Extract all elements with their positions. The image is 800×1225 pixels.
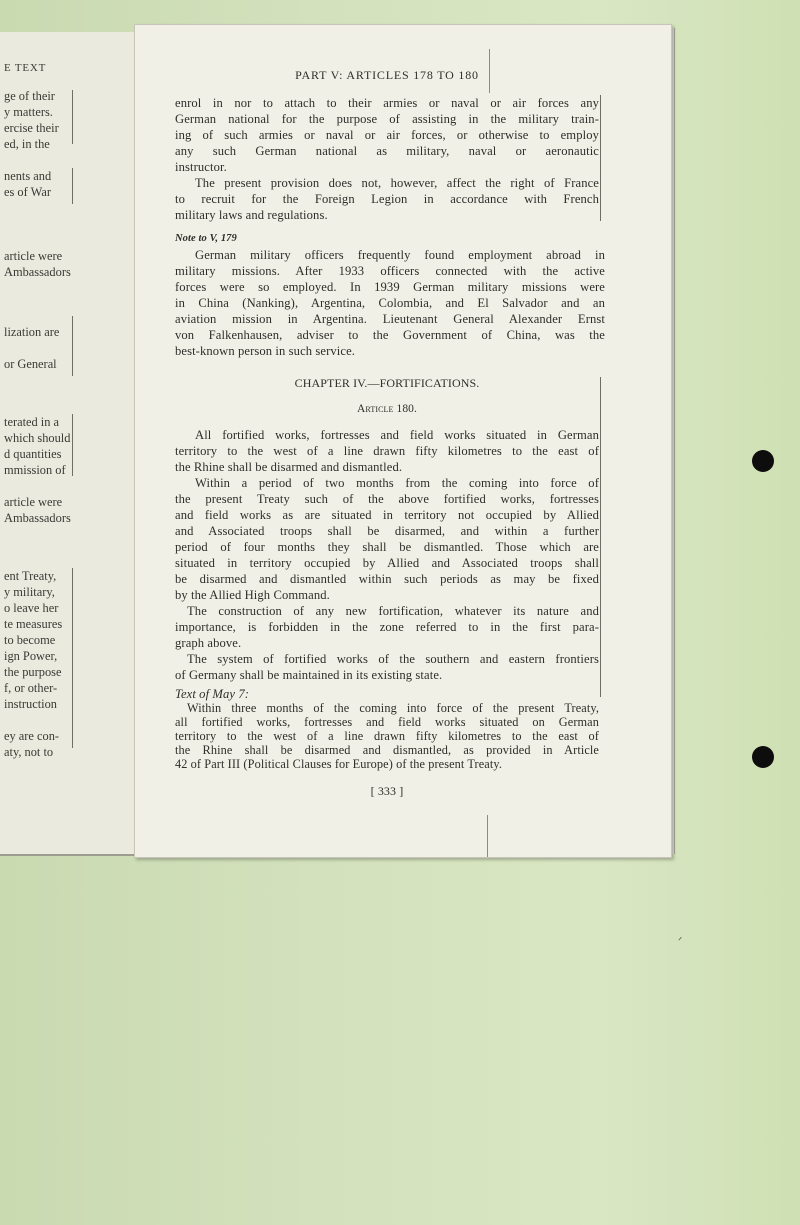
margin-rule	[72, 90, 73, 144]
under-line: ent Treaty,	[4, 569, 57, 583]
article-line: Within a period of two months from the coming into force of	[195, 476, 599, 490]
under-line: article were	[4, 495, 63, 509]
under-line: mmission of	[4, 463, 66, 477]
under-line: to become	[4, 633, 56, 647]
under-line: nents and	[4, 169, 52, 183]
article-line: The system of fortified works of the southern and eastern frontiers	[187, 652, 599, 666]
article-line: graph above.	[175, 636, 242, 650]
article-heading: Article 180.	[356, 403, 418, 415]
under-line: instruction	[4, 697, 57, 711]
article-line: and field works as are situated in territory not occupied by Allied	[175, 508, 599, 522]
text-line: any such German national as military, naval or aeronautic	[175, 144, 599, 158]
article-line: be disarmed and dismantled within such periods as may be fixed	[175, 572, 599, 586]
under-line: terated in a	[4, 415, 60, 429]
margin-rule	[600, 95, 601, 221]
margin-rule	[600, 377, 601, 697]
note-heading: Note to V, 179	[175, 233, 237, 244]
article-line: the present Treaty such of the above fortified works, fortresses	[175, 492, 599, 506]
text-line: instructor.	[175, 160, 227, 174]
under-line: te measures	[4, 617, 63, 631]
note-line: best-known person in such service.	[175, 344, 356, 358]
binder-hole-dot	[752, 450, 774, 472]
article-line: period of four months they shall be dismantled. Those which are	[175, 540, 599, 554]
under-running-head: E TEXT	[4, 62, 47, 74]
under-line: Ambassadors	[4, 511, 71, 525]
article-line: All fortified works, fortresses and field works situated in German	[195, 428, 599, 442]
under-line: f, or other-	[4, 681, 58, 695]
under-line: ercise their	[4, 121, 59, 135]
note-line: in China (Nanking), Argentina, Colombia, and El Salvador and an	[175, 296, 605, 310]
under-line: es of War	[4, 185, 51, 199]
article-line: importance, is forbidden in the zone referred to in the first para-	[175, 620, 599, 634]
note-line: aviation mission in Argentina. Lieutenant General Alexander Ernst	[175, 312, 605, 326]
crease-line	[489, 49, 490, 93]
under-line: which should	[4, 431, 71, 445]
note-line: military missions. After 1933 officers connected with the active	[175, 264, 605, 278]
running-head: PART V: ARTICLES 178 TO 180	[295, 68, 479, 82]
may7-line: the Rhine shall be disarmed and dismantled, as provided in Article	[175, 743, 599, 757]
article-line: and Associated troops shall be disarmed, and within a further	[175, 524, 599, 538]
page-number: [ 333 ]	[370, 784, 404, 798]
margin-rule	[72, 568, 73, 748]
binder-hole-dot	[752, 746, 774, 768]
text-line: military laws and regulations.	[175, 208, 328, 222]
may7-line: 42 of Part III (Political Clauses for Europe) of the present Treaty.	[175, 757, 503, 771]
under-line: lization are	[4, 325, 60, 339]
note-line: forces were so employed. In 1939 German military missions were	[175, 280, 605, 294]
under-line: the purpose	[4, 665, 62, 679]
under-line: d quantities	[4, 447, 62, 461]
may7-line: Within three months of the coming into force of the present Treaty,	[187, 701, 599, 715]
article-line: of Germany shall be maintained in its existing state.	[175, 668, 443, 682]
may7-line: all fortified works, fortresses and field works situated on German	[175, 715, 599, 729]
document-page	[134, 24, 672, 858]
may7-line: territory to the west of a line drawn fifty kilometres to the east of	[175, 729, 599, 743]
article-line: situated in territory occupied by Allied and Associated troops shall	[175, 556, 599, 570]
under-line: ge of their	[4, 89, 55, 103]
under-line: or General	[4, 357, 57, 371]
text-line: ing of such armies or naval or air forces, or otherwise to employ	[175, 128, 599, 142]
note-line: German military officers frequently found employment abroad in	[195, 248, 605, 262]
margin-rule	[72, 316, 73, 376]
article-line: the Rhine shall be disarmed and dismantled.	[175, 460, 403, 474]
under-line: ign Power,	[4, 649, 58, 663]
under-line: aty, not to	[4, 745, 54, 759]
under-line: Ambassadors	[4, 265, 71, 279]
may7-heading: Text of May 7:	[175, 687, 250, 701]
crease-line	[487, 815, 488, 857]
text-line: enrol in nor to attach to their armies or naval or air forces any	[175, 96, 599, 110]
article-line: by the Allied High Command.	[175, 588, 330, 602]
under-line: o leave her	[4, 601, 59, 615]
under-line: ey are con-	[4, 729, 60, 743]
article-line: territory to the west of a line drawn fifty kilometres to the east of	[175, 444, 599, 458]
margin-rule	[72, 168, 73, 204]
text-line: German national for the purpose of assisting in the military train-	[175, 112, 599, 126]
text-line: to recruit for the Foreign Legion in accordance with French	[175, 192, 599, 206]
under-line: y military,	[4, 585, 55, 599]
speck: ᐟ	[678, 936, 683, 947]
under-line: ed, in the	[4, 137, 50, 151]
under-line: y matters.	[4, 105, 53, 119]
chapter-heading: CHAPTER IV.—FORTIFICATIONS.	[294, 376, 480, 390]
margin-rule	[72, 414, 73, 476]
underlying-page	[0, 32, 135, 856]
note-line: von Falkenhausen, adviser to the Government of China, was the	[175, 328, 605, 342]
article-line: The construction of any new fortification, whatever its nature and	[187, 604, 599, 618]
under-line: article were	[4, 249, 63, 263]
text-line: The present provision does not, however, affect the right of France	[195, 176, 599, 190]
